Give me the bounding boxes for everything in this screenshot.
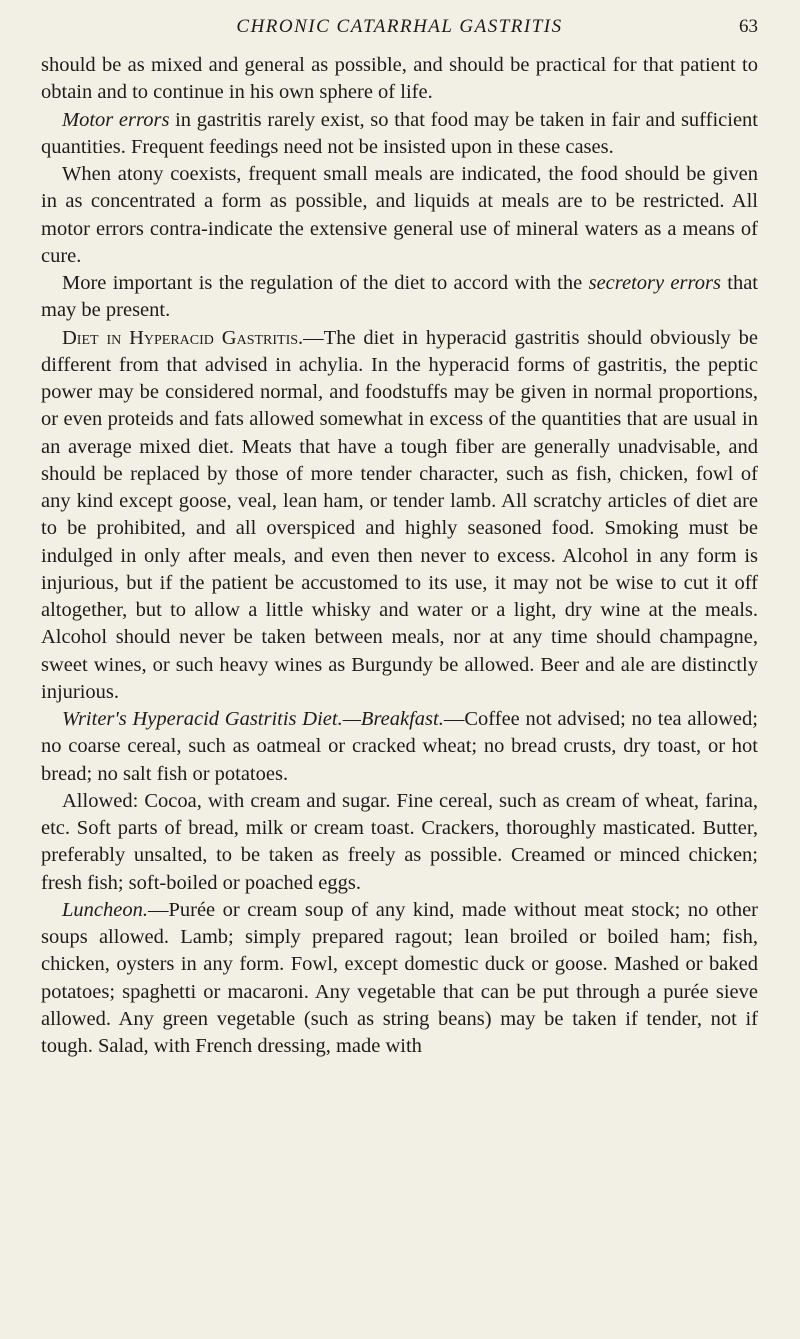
breakfast-heading: Writer's Hyperacid Gastritis Diet.—Breakfast. xyxy=(62,708,444,730)
running-head: CHRONIC CATARRHAL GASTRITIS xyxy=(236,16,563,37)
page-number: 63 xyxy=(739,16,758,37)
paragraph-atony: When atony coexists, frequent small meals are indicated, the food should be given in as concentrated a form as possible, and liquids at meals are to be restricted. All motor errors contra-indicate the extensive general use of mineral waters as a means of cure. xyxy=(41,163,758,267)
body-text xyxy=(41,52,758,1060)
secretory-errors-term: secretory errors xyxy=(588,272,721,294)
paragraph-1: should be as mixed and general as possible, and should be practical for that patient to obtain and to continue in his own sphere of life. xyxy=(41,54,758,104)
paragraph-motor-errors: Motor errors in gastritis rarely exist, so that food may be taken in fair and sufficient quantities. Frequent feedings need not be insisted upon in these cases. xyxy=(41,108,759,158)
motor-errors-term: Motor errors xyxy=(62,108,170,131)
paragraph-breakfast: Writer's Hyperacid Gastritis Diet.—Breakfast.—Coffee not advised; no tea allowed; no coarse cereal, such as oatmeal or cracked wheat; no bread crusts, dry toast, or hot bread; no salt fish or potatoes. xyxy=(41,708,758,785)
luncheon-heading: Luncheon. xyxy=(62,898,148,921)
page-header xyxy=(41,0,758,52)
paragraph-hyperacid-diet: Diet in Hyperacid Gastritis.—The diet in hyperacid gastritis should obviously be different from that advised in achylia. In the hyperacid forms of gastritis, the peptic power may be considered normal, and foodstuffs may be given in normal proportions, or even proteids and fats allowed somewhat in excess of the quantities that are usual in an average mixed diet. Meats that have a tough fiber are generally unadvisable, and should be replaced by those of more tender character, such as fish, chicken, fowl of any kind except goose, veal, lean ham, or tender lamb. All scratchy articles of diet are to be prohibited, and all overspiced and highly seasoned food. Smoking must be indulged in only after meals, and even then never to excess. Alcohol in any form is injurious, but if the patient be accustomed to its use, it may not be wise to cut it off altogether, but to allow a little whisky and water or a light, dry wine at the meals. Alcohol should never be taken between meals, nor at any time should champagne, sweet wines, or such heavy wines as Burgundy be allowed. Beer and ale are distinctly injurious. xyxy=(41,326,758,703)
paragraph-secretory-errors: More important is the regulation of the diet to accord with the secretory errors that may be present. xyxy=(41,272,758,322)
section-heading: Diet in Hyperacid Gastritis. xyxy=(62,326,304,349)
paragraph-luncheon: Luncheon.—Purée or cream soup of any kind, made without meat stock; no other soups allowed. Lamb; simply prepared ragout; lean broiled or boiled ham; fish, chicken, oysters in any form. Fowl, except domestic duck or goose. Mashed or baked potatoes; spaghetti or macaroni. Any vegetable that can be put through a purée sieve allowed. Any green vegetable (such as string beans) may be taken if tender, not if tough. Salad, with French dressing, made with xyxy=(41,898,758,1057)
paragraph-allowed: Allowed: Cocoa, with cream and sugar. Fine cereal, such as cream of wheat, farina, etc. Soft parts of bread, milk or cream toast. Crackers, thoroughly masticated. Butter, preferably unsalted, to be taken as freely as possible. Creamed or minced chicken; fresh fish; soft-boiled or poached eggs. xyxy=(41,789,758,894)
